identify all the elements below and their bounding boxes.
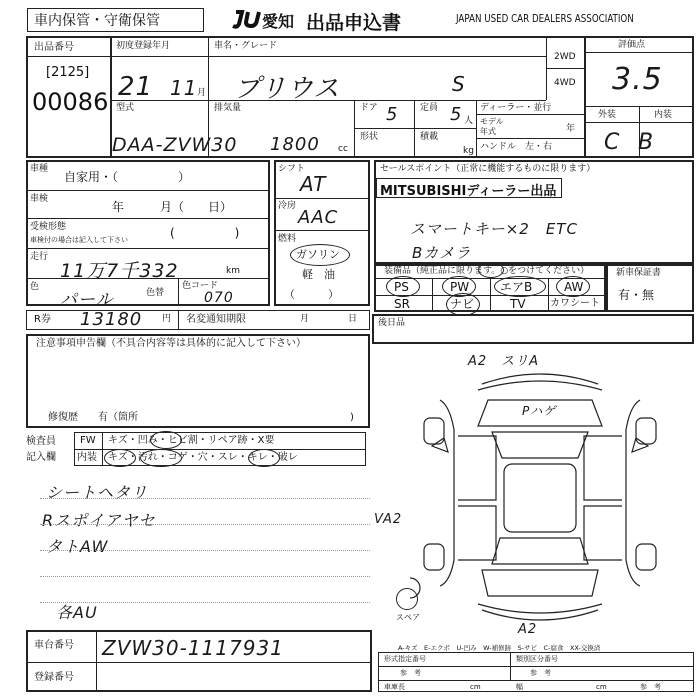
type-label: 車種 bbox=[30, 164, 49, 174]
circle-dent bbox=[150, 431, 182, 449]
fuel-label: 燃料 bbox=[278, 234, 297, 244]
capacity: 5 bbox=[450, 104, 463, 125]
car-name: プリウス bbox=[234, 74, 341, 104]
fw-items: キズ・凹み・ヒビ割・リペア跡・X要 bbox=[108, 435, 275, 446]
inspector-note-4: 各AU bbox=[56, 603, 98, 622]
fw-label: FW bbox=[80, 435, 96, 446]
first-reg-month: 11 bbox=[170, 76, 198, 100]
inspector-note-3: タトAW bbox=[46, 537, 109, 556]
circle-ps bbox=[386, 276, 420, 297]
shift-label: シフト bbox=[278, 164, 306, 174]
exterior-grade: C bbox=[604, 130, 621, 155]
month-unit: 月 bbox=[197, 88, 207, 98]
equip-sr: SR bbox=[394, 297, 410, 311]
equip-airbag: エアB bbox=[500, 280, 533, 294]
grade-label: 評価点 bbox=[618, 40, 646, 50]
first-reg-year: 21 bbox=[118, 72, 154, 102]
handle-label: ハンドル 左・右 bbox=[480, 142, 553, 152]
cc-unit: cc bbox=[338, 144, 348, 154]
equip-navi: ナビ bbox=[450, 297, 475, 311]
4wd-label: 4WD bbox=[554, 78, 576, 88]
kg-unit: kg bbox=[463, 146, 474, 156]
yen-unit: 円 bbox=[162, 314, 172, 324]
color-code: 070 bbox=[204, 290, 234, 306]
inspection-label: 車検 bbox=[30, 194, 49, 204]
notes-label: 注意事項申告欄（不具合内容等は具体的に記入して下さい） bbox=[36, 338, 306, 349]
color-label: 色 bbox=[30, 282, 40, 292]
shape-label: 形状 bbox=[360, 132, 379, 142]
chassis-label: 車台番号 bbox=[34, 640, 74, 651]
storage-tag: 車内保管・守衛保管 bbox=[34, 13, 160, 29]
sales-line-1: スマートキー×2 ETC bbox=[410, 220, 578, 238]
car-grade: S bbox=[452, 72, 466, 96]
circle-pw-extra bbox=[478, 262, 504, 278]
registration-label: 登録番号 bbox=[34, 672, 74, 683]
interior-label: 内装 bbox=[654, 110, 673, 120]
model-year-label: モデル年式 bbox=[480, 117, 504, 136]
2wd-label: 2WD bbox=[554, 52, 576, 62]
garage-length-label: 車庫長 bbox=[384, 683, 405, 691]
accept-note: 車検付の場合は記入して下さい bbox=[30, 236, 128, 244]
interior-items: キズ・汚れ・コゲ・穴・スレ・キレ・破レ bbox=[108, 452, 298, 463]
circle-navi bbox=[446, 293, 480, 316]
color-code-label: 色コード bbox=[182, 281, 219, 291]
lot-number-label: 出品番号 bbox=[34, 42, 74, 53]
exterior-label: 外装 bbox=[598, 110, 617, 120]
load-label: 積載 bbox=[420, 132, 439, 142]
model-label: 型式 bbox=[116, 103, 135, 113]
capacity-unit: 人 bbox=[464, 116, 474, 126]
car-name-label: 車名・グレード bbox=[214, 41, 278, 51]
diagram-front-note: A2 スリA bbox=[468, 354, 540, 369]
dealer-label: ディーラー・並行 bbox=[480, 103, 552, 113]
width-label: 幅 bbox=[516, 683, 523, 691]
outline-label: 形式指定番号 bbox=[384, 655, 426, 663]
later-items-box bbox=[372, 314, 694, 344]
jaa-logo bbox=[232, 8, 262, 30]
color: パール bbox=[60, 290, 114, 310]
circle-dirt bbox=[140, 449, 182, 467]
dealer-tag: MITSUBISHIディーラー出品 bbox=[380, 184, 557, 199]
fuel-gasoline: ガソリン bbox=[296, 248, 340, 261]
inspector-label-2: 記入欄 bbox=[26, 452, 56, 463]
accept-parens: ( ) bbox=[170, 226, 240, 240]
diagram-roof-note: Pハゲ bbox=[522, 404, 557, 418]
name-change-label: 名変通知期限 bbox=[186, 314, 246, 325]
repair-history-close: ) bbox=[350, 412, 354, 423]
model-code: DAA-ZVW30 bbox=[112, 134, 238, 156]
category-reference: 参 考 bbox=[530, 669, 551, 677]
interior-grade: B bbox=[638, 130, 655, 155]
fuel-gasoline-circle bbox=[290, 244, 350, 266]
circle-airbag bbox=[494, 276, 546, 297]
category-label: 類別区分番号 bbox=[516, 655, 558, 663]
circle-scratch-int bbox=[104, 449, 136, 467]
storage-tag-box bbox=[27, 8, 204, 32]
equip-ps: PS bbox=[394, 280, 409, 294]
accept-label: 受検形態 bbox=[30, 222, 67, 232]
km-unit: km bbox=[226, 266, 240, 276]
ac-label: 冷房 bbox=[278, 201, 297, 211]
capacity-label: 定員 bbox=[420, 103, 439, 113]
document-title: 出品申込書 bbox=[306, 12, 402, 34]
new-car-warranty-label: 新車保証書 bbox=[616, 268, 662, 278]
diagram-rear-note: A2 bbox=[518, 622, 538, 637]
equip-pw: PW bbox=[450, 280, 470, 294]
length-cm: cm bbox=[470, 683, 481, 691]
first-reg-label: 初度登録年月 bbox=[116, 41, 171, 51]
mileage-label: 走行 bbox=[30, 252, 49, 262]
footer-reference: 参 考 bbox=[640, 683, 661, 691]
interior-check-label: 内装 bbox=[77, 452, 97, 463]
grade-score: 3.5 bbox=[612, 62, 663, 97]
lot-bracket-number: [2125] bbox=[46, 65, 90, 80]
equip-aw: AW bbox=[564, 280, 584, 294]
name-change-month: 月 bbox=[300, 314, 310, 324]
r-ticket-label: R券 bbox=[34, 314, 51, 325]
lot-number: 00086 bbox=[32, 88, 109, 116]
r-ticket-value: 13180 bbox=[80, 309, 143, 330]
repair-history-label: 修復歴 有（箇所 bbox=[48, 412, 138, 423]
circle-aw bbox=[556, 276, 590, 297]
type-value: 自家用・（ ） bbox=[64, 170, 191, 184]
logo-text: 愛知 bbox=[262, 12, 295, 31]
sales-line-2: Bカメラ bbox=[412, 244, 472, 262]
outline-reference: 参 考 bbox=[400, 669, 421, 677]
sales-point-label: セールスポイント（正常に機能するものに限ります） bbox=[380, 164, 596, 174]
inspection-value: 年 月（ 日） bbox=[112, 200, 233, 214]
later-items-label: 後日品 bbox=[378, 318, 406, 328]
door-count: 5 bbox=[386, 104, 399, 125]
inspector-note-1: シートヘタリ bbox=[46, 483, 149, 502]
damage-legend: A-キズ E-エクボ U-凹み W-補修跡 S-サビ C-腐食 XX-交換済 bbox=[398, 644, 601, 652]
displacement-label: 排気量 bbox=[214, 103, 242, 113]
mileage: 11万7千332 bbox=[60, 260, 179, 282]
association-name: JAPAN USED CAR DEALERS ASSOCIATION bbox=[456, 12, 634, 25]
spare-tire-icon bbox=[396, 588, 418, 610]
diagram-side-note: VA2 bbox=[374, 512, 403, 527]
chassis-number: ZVW30-1117931 bbox=[102, 636, 284, 660]
name-change-day: 日 bbox=[348, 314, 358, 324]
spare-label: スペア bbox=[396, 613, 420, 622]
inspector-note-2: Rスポイアヤセ bbox=[42, 511, 156, 530]
fuel-diesel: 軽 油 bbox=[302, 268, 335, 281]
equipment-label: 装備品（純正品に限ります。○をつけてください） bbox=[384, 266, 590, 276]
equip-tv: TV bbox=[510, 297, 526, 311]
displacement: 1800 bbox=[270, 134, 320, 155]
inspector-label: 検査員 bbox=[26, 436, 56, 447]
year-unit: 年 bbox=[566, 124, 576, 134]
circle-wear bbox=[248, 449, 280, 467]
color-change-label: 色替 bbox=[146, 288, 165, 298]
equip-leather: カワシート bbox=[550, 298, 600, 309]
width-cm: cm bbox=[596, 683, 607, 691]
fuel-other: （ ） bbox=[284, 288, 339, 301]
ac-value: AAC bbox=[298, 207, 339, 228]
door-label: ドア bbox=[360, 103, 378, 113]
shift-value: AT bbox=[300, 172, 327, 196]
new-car-warranty-value: 有・無 bbox=[618, 288, 655, 302]
